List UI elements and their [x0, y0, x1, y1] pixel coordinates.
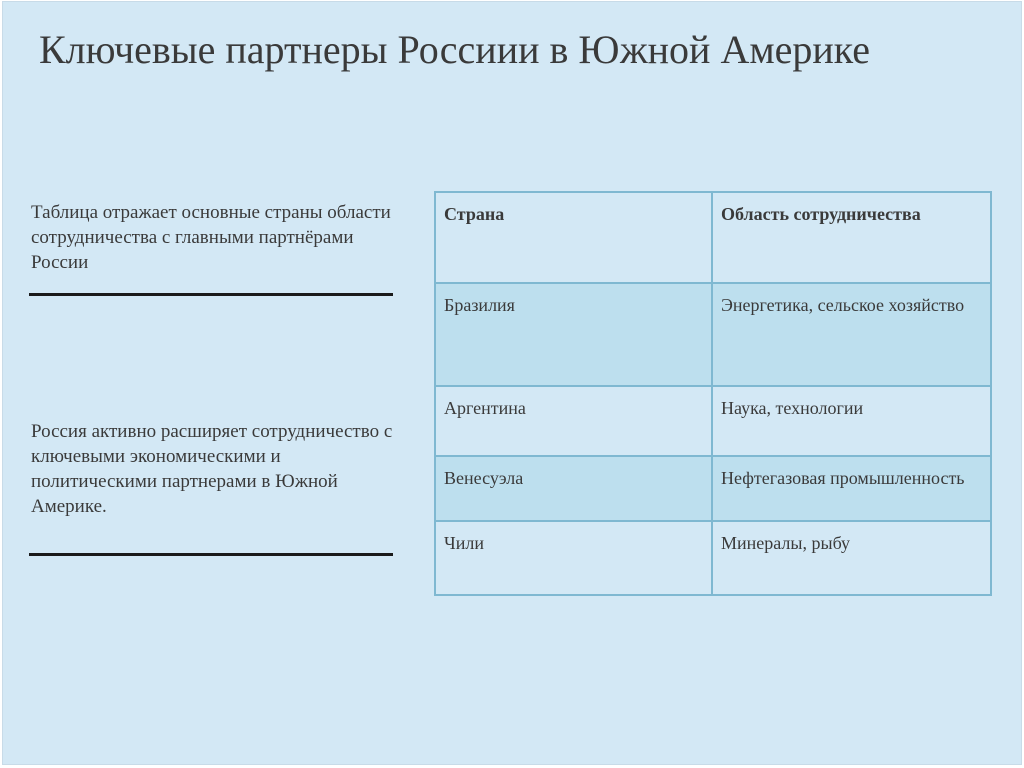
cooperation-cell: Энергетика, сельское хозяйство [712, 283, 991, 386]
country-cell: Бразилия [435, 283, 712, 386]
table-row [435, 386, 991, 456]
header-cooperation-area: Область сотрудничества [712, 192, 991, 283]
cooperation-cell: Минералы, рыбу [712, 521, 991, 595]
divider-line [29, 553, 393, 556]
country-cell: Аргентина [435, 386, 712, 456]
header-country: Страна [435, 192, 712, 283]
table-header-row [435, 192, 991, 283]
country-cell: Чили [435, 521, 712, 595]
divider-line [29, 293, 393, 296]
table-row [435, 283, 991, 386]
slide-title: Ключевые партнеры Россиии в Южной Америке [39, 27, 870, 72]
cooperation-cell: Наука, технологии [712, 386, 991, 456]
table-description: Таблица отражает основные страны области сотрудничества с главными партнёрами России [31, 202, 391, 273]
country-cell: Венесуэла [435, 456, 712, 521]
cooperation-cell: Нефтегазовая промышленность [712, 456, 991, 521]
table-row [435, 456, 991, 521]
partners-table [434, 191, 992, 596]
summary-text: Россия активно расширяет сотрудничество с ключевыми экономическими и политическими партнерами в Южной Америке. [31, 421, 393, 517]
slide [2, 1, 1022, 765]
table-row [435, 521, 991, 595]
